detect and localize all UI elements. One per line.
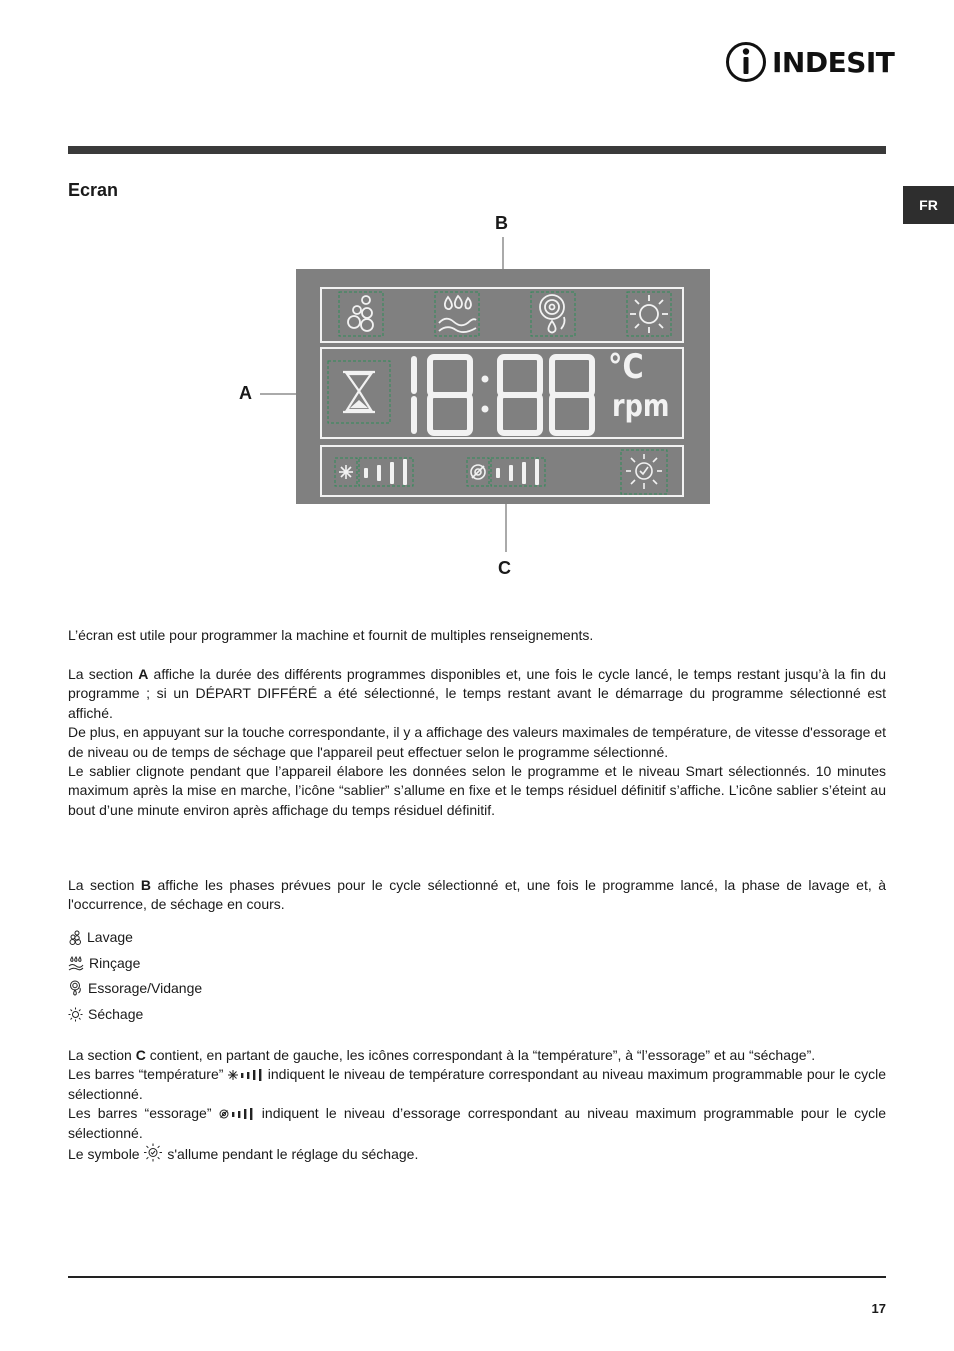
callout-b: B — [495, 213, 508, 233]
section-b-p1: La section B affiche les phases prévues pour le cycle sélectionné et, une fois le programme lancé, la phase de lavage et, à l'occurrence, de séchage en cours. — [68, 877, 886, 913]
temperature-bars — [334, 456, 416, 488]
display-panel — [296, 269, 710, 504]
phase-icons-row — [320, 287, 684, 343]
section-c-spin: Les barres “essorage” indiquent le niveau d’essorage correspondant au niveau maximum programmable pour le cycle sélectionné. — [68, 1105, 887, 1141]
legend-item-spin — [68, 980, 202, 996]
wash-icon — [338, 291, 384, 337]
callout-c: C — [498, 558, 511, 578]
intro-text: L’écran est utile pour programmer la machine et fournit de multiples renseignements. — [68, 627, 594, 643]
page-number: 17 — [871, 1301, 886, 1316]
section-b-description — [68, 876, 886, 915]
legend-label-rinse: Rinçage — [89, 955, 141, 971]
section-a-p3: Le sablier clignote pendant que l’appareil élabore les données selon le programme et le niveau Smart sélectionnés. 10 minutes maximum après la mise en marche, l’icône “sablier” s’allume en fixe et le temps résiduel définitif s’affiche. L’icône sablier s’éteint au bout d’une minute environ après affichage du temps résiduel définitif. — [68, 763, 886, 818]
wash-icon — [68, 930, 82, 945]
callout-a: A — [239, 383, 252, 403]
section-c-temp: Les barres “température” indiquent le niveau de température correspondant au niveau maximum programmable pour le cycle sélectionné. — [68, 1066, 886, 1102]
section-a-p1: La section A affiche la durée des différents programmes disponibles et, une fois le cycle lancé, le temps restant jusqu’à la fin du programme ; si un DÉPART DIFFÉRÉ a été sélectionné, le temps restant avant le démarrage du programme sélectionné est affiché. — [68, 666, 886, 721]
dry-setting-icon — [620, 449, 668, 495]
legend-label-spin: Essorage/Vidange — [88, 980, 203, 996]
legend-item-rinse — [68, 955, 140, 971]
legend-label-dry: Séchage — [88, 1006, 144, 1022]
unit-rpm: rpm — [612, 389, 670, 424]
dry-setting-icon — [143, 1143, 163, 1162]
section-c-description — [68, 1046, 886, 1164]
levels-row — [320, 445, 684, 497]
legend-item-dry — [68, 1006, 143, 1022]
section-a-description — [68, 665, 886, 820]
unit-celsius: °C — [608, 347, 644, 387]
section-a-p2: De plus, en appuyant sur la touche correspondante, il y a affichage des valeurs maximales de température, de vitesse d'essorage et de niveau ou de temps de séchage que l'appareil peut effectuer selon le programme sélectionné. — [68, 724, 886, 760]
rinse-icon — [434, 291, 480, 337]
temperature-bars-icon — [228, 1068, 264, 1082]
spin-bars-icon — [219, 1107, 255, 1121]
section-c-p1: La section C contient, en partant de gauche, les icônes correspondant à la “température”, à “l’essorage” et au “séchage”. — [68, 1047, 816, 1063]
dry-icon — [68, 1007, 83, 1022]
section-c-dry: Le symbole s'allume pendant le réglage du séchage. — [68, 1143, 886, 1164]
hourglass-icon — [327, 360, 391, 424]
intro-paragraph — [68, 626, 886, 645]
rinse-icon — [68, 956, 84, 971]
language-tab: FR — [903, 186, 954, 224]
legend-label-wash: Lavage — [87, 929, 133, 945]
brand-name: INDESIT — [772, 45, 895, 79]
dry-icon — [626, 291, 672, 337]
spin-bars — [466, 456, 548, 488]
spin-drain-icon — [530, 291, 576, 337]
legend-item-wash — [68, 929, 133, 945]
section-heading: Ecran — [68, 180, 119, 200]
spin-drain-icon — [68, 980, 83, 996]
timer-row — [320, 347, 684, 439]
footer-rule — [68, 1276, 886, 1278]
